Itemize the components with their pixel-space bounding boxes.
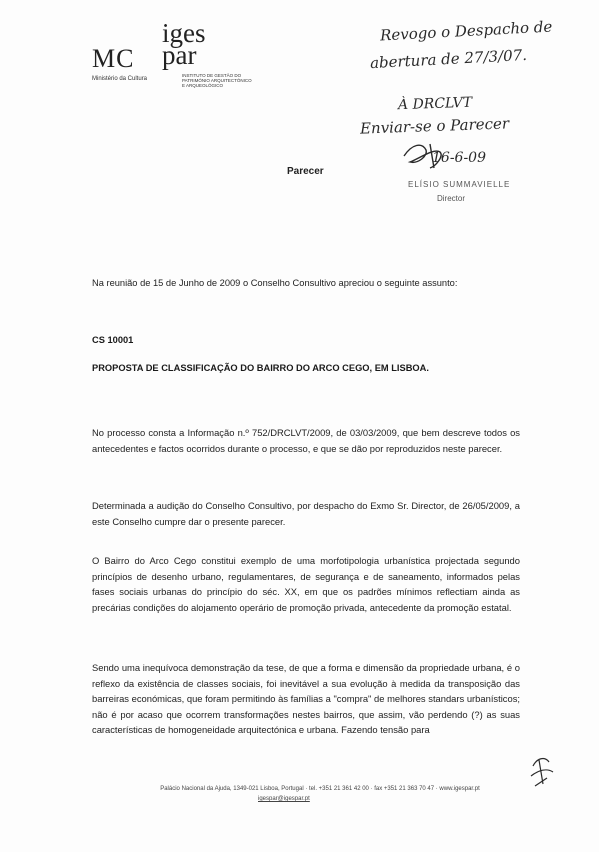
initials-signature <box>527 752 557 788</box>
paragraph: No processo consta a Informação n.º 752/DRCLVT/2009, de 03/03/2009, que bem descreve todos os antecedentes e factos ocorridos durante o processo, e que se dão por reproduzidos neste parecer. <box>92 427 520 454</box>
handwritten-note-line4: Enviar-se o Parecer <box>359 114 510 138</box>
igespar-logo-bottom: par <box>162 40 197 70</box>
handwritten-note-line2: abertura de 27/3/07. <box>369 45 528 73</box>
paragraph: Determinada a audição do Conselho Consultivo, por despacho do Exmo Sr. Director, de 26/05/2009, a este Conselho cumpre dar o presente parecer. <box>92 500 520 527</box>
handwritten-note-line3: À DRCLVT <box>397 94 473 114</box>
igespar-logo-top: iges <box>162 18 206 48</box>
paragraph: Sendo uma inequívoca demonstração da tese, de que a forma e dimensão da propriedade urbana, é o reflexo da existência de classes sociais, foi inevitável a sua evolução à medida da transposição das barreiras económicas, que foram permitindo às famílias a "compra" de melhores standars urbanísticos; não é por acaso que ocorrem transformações nestes bairros, que assim, vão perdendo (?) as suas características de homogeneidade arquitectónica e urbana. Fazendo tensão para <box>92 662 520 735</box>
handwritten-note-line1: Revogo o Despacho de <box>379 17 553 45</box>
footer-address: Palácio Nacional da Ajuda, 1349-021 Lisboa, Portugal · tel. +351 21 361 42 00 · fax +351 21 363 70 47 · www.igespar.pt <box>160 786 480 792</box>
footer-email-link[interactable]: igespar@igespar.pt <box>258 796 310 802</box>
case-title: PROPOSTA DE CLASSIFICAÇÃO DO BAIRRO DO ARCO CEGO, EM LISBOA. <box>92 363 429 373</box>
stamp-role: Director <box>437 194 466 203</box>
igespar-logo-caption: INSTITUTO DE GESTÃO DO PATRIMÓNIO ARQUITECTÓNICO E ARQUEOLÓGICO <box>182 73 252 88</box>
igespar-logo <box>162 18 206 70</box>
stamp-name: ELÍSIO SUMMAVIELLE <box>408 180 511 189</box>
paragraph: O Bairro do Arco Cego constitui exemplo de uma morfotipologia urbanística projectada segundo princípios de desenho urbano, regulamentares, de segurança e de saneamento, informados pelas fases sociais urbanas do princípio do séc. XX, em que os padrões mínimos reflectiam ainda as precárias condições do alojamento operário de promoção privada, antecedente da promoção estatal. <box>92 555 520 613</box>
case-code: CS 10001 <box>92 335 134 345</box>
handwritten-date: 16-6-09 <box>432 150 486 166</box>
ministry-logo: MC <box>92 44 135 73</box>
ministry-logo-caption: Ministério da Cultura <box>92 76 148 82</box>
document-heading: Parecer <box>287 166 324 177</box>
intro-text: Na reunião de 15 de Junho de 2009 o Conselho Consultivo apreciou o seguinte assunto: <box>92 278 458 288</box>
